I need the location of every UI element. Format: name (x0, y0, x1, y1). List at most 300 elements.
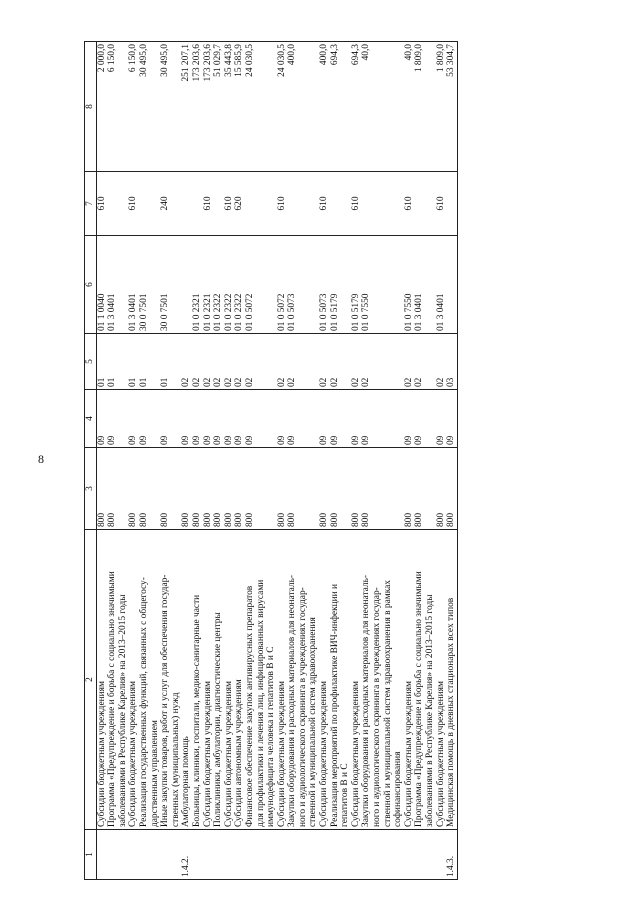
header-col-7: 7 (85, 172, 97, 236)
header-row (85, 42, 97, 880)
row-description-line: Субсидии бюджетным учреждениям (319, 681, 330, 827)
table-row (446, 42, 457, 880)
row-target-article-line: 01 0 2322 (213, 293, 224, 331)
row-amount (446, 42, 457, 172)
row-expense-type (96, 172, 107, 236)
row-section-code (234, 390, 245, 448)
row-description-line: Больницы, клиники, госпитали, медико-санитарные части (191, 594, 202, 827)
row-ministry-code-line: 800 (96, 512, 107, 527)
row-section-code (404, 390, 415, 448)
table-row (414, 42, 435, 880)
row-section-code-line: 09 (107, 435, 118, 445)
row-amount-line: 40,0 (403, 44, 414, 61)
row-target-article-line: 01 0 2321 (202, 293, 213, 331)
row-ministry-code-line: 800 (128, 512, 139, 527)
row-ministry-code (414, 448, 435, 530)
row-amount (107, 42, 128, 172)
row-target-article (107, 236, 128, 334)
row-amount-line: 694,3 (350, 44, 361, 66)
row-expense-type (107, 172, 128, 236)
row-description (213, 530, 224, 830)
row-target-article-line: 01 0 7550 (361, 293, 372, 331)
row-subsection-code (224, 334, 235, 390)
row-ministry-code-line: 800 (403, 512, 414, 527)
row-description-line: Субсидии бюджетным учреждениям (403, 681, 414, 827)
row-amount-line: 53 304,7 (446, 44, 457, 77)
row-target-article (245, 236, 277, 334)
row-target-article (361, 236, 403, 334)
row-ministry-code (287, 448, 319, 530)
table-row (436, 42, 447, 880)
row-ministry-code (436, 448, 447, 530)
row-target-article-line: 01 0 2322 (234, 293, 245, 331)
row-number (245, 830, 277, 880)
row-number (287, 830, 319, 880)
row-target-article-line: 01 0 5179 (350, 293, 361, 331)
row-subsection-code (234, 334, 245, 390)
row-ministry-code (234, 448, 245, 530)
row-description-line: ственной и муниципальной систем здравоохранения (308, 617, 319, 827)
row-amount (203, 42, 214, 172)
row-description-line: Реализация мероприятий по профилактике ВИЧ-инфекции и (329, 583, 340, 827)
row-description (107, 530, 128, 830)
row-description-line: Программа «Предупреждение и борьба с социально значимыми (107, 571, 118, 827)
row-description-line: дарственным управлением (149, 720, 160, 827)
row-subsection-code-line: 02 (213, 377, 224, 387)
row-number (277, 830, 288, 880)
row-ministry-code (107, 448, 128, 530)
row-subsection-code-line: 01 (128, 377, 139, 387)
row-subsection-code-line: 02 (435, 377, 446, 387)
row-number (414, 830, 435, 880)
row-section-code (361, 390, 403, 448)
row-section-code (96, 390, 107, 448)
row-section-code (224, 390, 235, 448)
row-expense-type-line: 610 (223, 196, 234, 211)
row-amount (128, 42, 139, 172)
row-description-line: Субсидии автономным учреждениям (234, 679, 245, 827)
row-ministry-code-line: 800 (361, 512, 372, 527)
row-expense-type (277, 172, 288, 236)
row-subsection-code (446, 334, 457, 390)
row-subsection-code-line: 02 (223, 377, 234, 387)
row-subsection-code-line: 02 (319, 377, 330, 387)
row-amount-line: 173 203,6 (191, 44, 202, 82)
table-row (234, 42, 245, 880)
row-description (446, 530, 457, 830)
table-row (96, 42, 107, 880)
table-row (203, 42, 214, 880)
table-row (351, 42, 362, 880)
row-description-line: Субсидии бюджетным учреждениям (435, 681, 446, 827)
row-ministry-code-line: 800 (160, 512, 171, 527)
row-section-code (160, 390, 181, 448)
row-amount-line: 400,0 (319, 44, 330, 66)
row-description-line: Медицинская помощь в дневных стационарах всех типов (446, 597, 457, 827)
row-subsection-code-line: 03 (446, 377, 457, 387)
row-section-code (277, 390, 288, 448)
row-subsection-code-line: 01 (160, 377, 171, 387)
row-amount (213, 42, 224, 172)
row-section-code-line: 09 (446, 435, 457, 445)
row-subsection-code (96, 334, 107, 390)
row-expense-type (213, 172, 224, 236)
row-description-line: ного и аудиологического скрининга в учреждениях государ- (297, 587, 308, 827)
row-subsection-code (128, 334, 139, 390)
row-target-article-line: 01 0 5179 (329, 293, 340, 331)
table-row (224, 42, 235, 880)
row-expense-type (319, 172, 330, 236)
row-number (213, 830, 224, 880)
row-subsection-code-line: 02 (191, 377, 202, 387)
row-subsection-code (245, 334, 277, 390)
row-target-article-line: 01 3 0401 (414, 293, 425, 331)
row-amount-line: 1 809,0 (414, 44, 425, 73)
row-amount (414, 42, 435, 172)
row-subsection-code (436, 334, 447, 390)
row-expense-type (139, 172, 160, 236)
row-target-article-line: 01 0 5072 (276, 293, 287, 331)
row-section-code-line: 09 (414, 435, 425, 445)
row-expense-type (160, 172, 181, 236)
row-amount (404, 42, 415, 172)
row-description-line: для профилактики и лечения лиц, инфицированных вирусами (255, 579, 266, 827)
header-col-5: 5 (85, 334, 97, 390)
row-subsection-code-line: 02 (329, 377, 340, 387)
row-amount-line: 173 203,6 (202, 44, 213, 82)
row-amount-line: 2 000,0 (96, 44, 107, 73)
row-section-code-line: 09 (96, 435, 107, 445)
row-description-line: Субсидии бюджетным учреждениям (202, 681, 213, 827)
row-target-article-line: 01 0 2321 (191, 293, 202, 331)
table-row (192, 42, 203, 880)
row-section-code-line: 09 (329, 435, 340, 445)
row-description-line: софинансирования (393, 751, 404, 827)
row-description-line: Иные закупки товаров, работ и услуг для обеспечения государ- (160, 574, 171, 827)
row-section-code-line: 09 (435, 435, 446, 445)
row-amount (192, 42, 203, 172)
row-ministry-code-line: 800 (350, 512, 361, 527)
table-row (139, 42, 160, 880)
row-subsection-code (330, 334, 351, 390)
table-row (404, 42, 415, 880)
row-target-article (351, 236, 362, 334)
row-number (224, 830, 235, 880)
row-description (319, 530, 330, 830)
row-target-article-line: 01 3 0401 (107, 293, 118, 331)
row-amount (96, 42, 107, 172)
row-section-code (181, 390, 192, 448)
row-amount-line: 15 585,9 (234, 44, 245, 77)
row-description (96, 530, 107, 830)
row-description-line: Субсидии бюджетным учреждениям (128, 681, 139, 827)
budget-table-sheet (84, 42, 620, 880)
row-target-article (139, 236, 160, 334)
row-subsection-code-line: 02 (234, 377, 245, 387)
row-number (361, 830, 403, 880)
row-ministry-code (319, 448, 330, 530)
row-ministry-code (192, 448, 203, 530)
row-section-code-line: 09 (223, 435, 234, 445)
row-amount-line: 24 030,5 (276, 44, 287, 77)
row-ministry-code (181, 448, 192, 530)
row-subsection-code-line: 02 (361, 377, 372, 387)
row-section-code-line: 09 (350, 435, 361, 445)
row-target-article (203, 236, 214, 334)
row-section-code (213, 390, 224, 448)
row-number (160, 830, 181, 880)
row-description (277, 530, 288, 830)
row-expense-type-line: 610 (319, 196, 330, 211)
row-section-code-line: 09 (202, 435, 213, 445)
row-ministry-code-line: 800 (287, 512, 298, 527)
row-description (330, 530, 351, 830)
row-section-code-line: 09 (244, 435, 255, 445)
row-description-line: Закупки оборудования и расходных материалов для неонаталь- (287, 575, 298, 827)
row-target-article (224, 236, 235, 334)
row-ministry-code-line: 800 (181, 512, 192, 527)
row-number (192, 830, 203, 880)
row-expense-type (446, 172, 457, 236)
row-amount-line: 24 030,5 (244, 44, 255, 77)
row-description-line: Субсидии бюджетным учреждениям (96, 681, 107, 827)
table-row (213, 42, 224, 880)
row-number (330, 830, 351, 880)
row-amount (181, 42, 192, 172)
row-number (128, 830, 139, 880)
row-target-article-line: 30 0 7501 (160, 293, 171, 331)
row-subsection-code-line: 02 (403, 377, 414, 387)
row-ministry-code-line: 800 (244, 512, 255, 527)
table-row (361, 42, 403, 880)
row-ministry-code-line: 800 (435, 512, 446, 527)
row-description (139, 530, 160, 830)
row-section-code (319, 390, 330, 448)
table-body (96, 42, 457, 880)
row-number (234, 830, 245, 880)
row-number (96, 830, 107, 880)
row-target-article (160, 236, 181, 334)
row-target-article (192, 236, 203, 334)
row-amount (224, 42, 235, 172)
row-ministry-code-line: 800 (276, 512, 287, 527)
row-subsection-code-line: 02 (350, 377, 361, 387)
row-amount-line: 694,3 (329, 44, 340, 66)
row-ministry-code (330, 448, 351, 530)
row-amount (436, 42, 447, 172)
row-expense-type (414, 172, 435, 236)
row-description (351, 530, 362, 830)
row-amount (287, 42, 319, 172)
row-subsection-code-line: 02 (202, 377, 213, 387)
row-description-line: Субсидии бюджетным учреждениям (350, 681, 361, 827)
row-number (446, 830, 457, 880)
row-description-line: гепатитов В и С (340, 763, 351, 827)
row-description-line: иммунодефицита человека и гепатитов В и С (266, 646, 277, 827)
row-target-article (287, 236, 319, 334)
row-target-article-line: 01 0 5073 (319, 293, 330, 331)
row-target-article-line: 01 0 5073 (287, 293, 298, 331)
row-expense-type (192, 172, 203, 236)
table-row (319, 42, 330, 880)
row-ministry-code-line: 800 (446, 512, 457, 527)
row-section-code (287, 390, 319, 448)
row-ministry-code (96, 448, 107, 530)
row-section-code-line: 09 (319, 435, 330, 445)
row-description (245, 530, 277, 830)
row-amount (330, 42, 351, 172)
header-col-1: 1 (85, 830, 97, 880)
row-subsection-code (319, 334, 330, 390)
row-description (128, 530, 139, 830)
row-expense-type-line: 610 (435, 196, 446, 211)
row-section-code-line: 09 (234, 435, 245, 445)
row-expense-type (181, 172, 192, 236)
row-amount (234, 42, 245, 172)
row-target-article-line: 01 0 2322 (223, 293, 234, 331)
row-description-line: заболеваниями в Республике Карелия» на 2013–2015 годы (425, 594, 435, 827)
row-ministry-code-line: 800 (329, 512, 340, 527)
row-number-line: 1.4.3. (446, 855, 457, 877)
row-target-article-line: 01 3 0401 (435, 293, 446, 331)
row-subsection-code (277, 334, 288, 390)
row-description-line: Субсидии бюджетным учреждениям (223, 681, 234, 827)
row-target-article (234, 236, 245, 334)
row-number (436, 830, 447, 880)
row-amount-line: 51 029,7 (213, 44, 224, 77)
row-section-code (330, 390, 351, 448)
row-subsection-code (107, 334, 128, 390)
row-amount (245, 42, 277, 172)
row-description (361, 530, 403, 830)
row-section-code (245, 390, 277, 448)
table-row (107, 42, 128, 880)
row-description-line: Финансовое обеспечение закупок антивирусных препаратов (244, 585, 255, 827)
row-ministry-code (213, 448, 224, 530)
row-target-article (330, 236, 351, 334)
row-amount (277, 42, 288, 172)
row-ministry-code (351, 448, 362, 530)
row-section-code-line: 09 (361, 435, 372, 445)
row-ministry-code (245, 448, 277, 530)
row-section-code (203, 390, 214, 448)
row-description (414, 530, 435, 830)
table-row (277, 42, 288, 880)
row-amount-line: 1 809,0 (435, 44, 446, 73)
row-number (404, 830, 415, 880)
row-number (203, 830, 214, 880)
row-expense-type-line: 610 (202, 196, 213, 211)
row-amount-line: 6 150,0 (128, 44, 139, 73)
row-subsection-code-line: 01 (138, 377, 149, 387)
row-ministry-code (277, 448, 288, 530)
table-row (128, 42, 139, 880)
row-target-article (96, 236, 107, 334)
header-col-8: 8 (85, 42, 97, 172)
row-expense-type (234, 172, 245, 236)
table-row (181, 42, 192, 880)
row-description-line: ного и аудиологического скрининга в учреждениях государ- (372, 587, 383, 827)
page-number: 8 (38, 452, 44, 466)
row-expense-type (351, 172, 362, 236)
row-subsection-code-line: 02 (276, 377, 287, 387)
row-section-code (107, 390, 128, 448)
row-ministry-code-line: 800 (223, 512, 234, 527)
row-ministry-code-line: 800 (414, 512, 425, 527)
row-expense-type (287, 172, 319, 236)
row-expense-type-line: 610 (128, 196, 139, 211)
table-row (245, 42, 277, 880)
row-amount-line: 30 495,0 (138, 44, 149, 77)
row-description (287, 530, 319, 830)
row-amount (361, 42, 403, 172)
row-description (404, 530, 415, 830)
row-ministry-code (446, 448, 457, 530)
row-ministry-code-line: 800 (319, 512, 330, 527)
row-amount-line: 40,0 (361, 44, 372, 61)
row-section-code-line: 09 (128, 435, 139, 445)
row-subsection-code (203, 334, 214, 390)
row-section-code-line: 09 (213, 435, 224, 445)
row-subsection-code (287, 334, 319, 390)
row-amount (139, 42, 160, 172)
row-target-article (181, 236, 192, 334)
row-ministry-code-line: 800 (107, 512, 118, 527)
row-ministry-code (404, 448, 415, 530)
row-expense-type (436, 172, 447, 236)
document-page (84, 42, 457, 877)
row-description-line: ственной и муниципальной систем здравоохранения в рамках (382, 580, 393, 827)
table-row (330, 42, 351, 880)
row-section-code-line: 09 (276, 435, 287, 445)
row-subsection-code-line: 01 (107, 377, 118, 387)
row-target-article-line: 30 0 7501 (138, 293, 149, 331)
row-ministry-code (139, 448, 160, 530)
row-section-code (351, 390, 362, 448)
header-col-3: 3 (85, 448, 97, 530)
row-amount (319, 42, 330, 172)
row-section-code (436, 390, 447, 448)
row-subsection-code (139, 334, 160, 390)
row-target-article (128, 236, 139, 334)
row-section-code-line: 09 (403, 435, 414, 445)
row-subsection-code (160, 334, 181, 390)
row-section-code-line: 09 (287, 435, 298, 445)
row-expense-type-line: 610 (96, 196, 107, 211)
table-row (287, 42, 319, 880)
row-description-line: Закупки оборудования и расходных материалов для неонаталь- (361, 575, 372, 827)
row-subsection-code (361, 334, 403, 390)
row-target-article (277, 236, 288, 334)
row-number (319, 830, 330, 880)
row-description-line: Программа «Предупреждение и борьба с социально значимыми (414, 571, 425, 827)
row-subsection-code-line: 02 (181, 377, 192, 387)
row-amount (351, 42, 362, 172)
row-subsection-code (192, 334, 203, 390)
row-expense-type (361, 172, 403, 236)
row-target-article-line: 01 1 0040 (96, 293, 107, 331)
row-description-line: Амбулаторная помощь (181, 736, 192, 827)
row-ministry-code-line: 800 (138, 512, 149, 527)
table-row (160, 42, 181, 880)
row-subsection-code (414, 334, 435, 390)
row-section-code (192, 390, 203, 448)
row-description (234, 530, 245, 830)
row-section-code-line: 09 (181, 435, 192, 445)
row-subsection-code-line: 01 (96, 377, 107, 387)
row-expense-type (203, 172, 214, 236)
row-ministry-code (203, 448, 214, 530)
